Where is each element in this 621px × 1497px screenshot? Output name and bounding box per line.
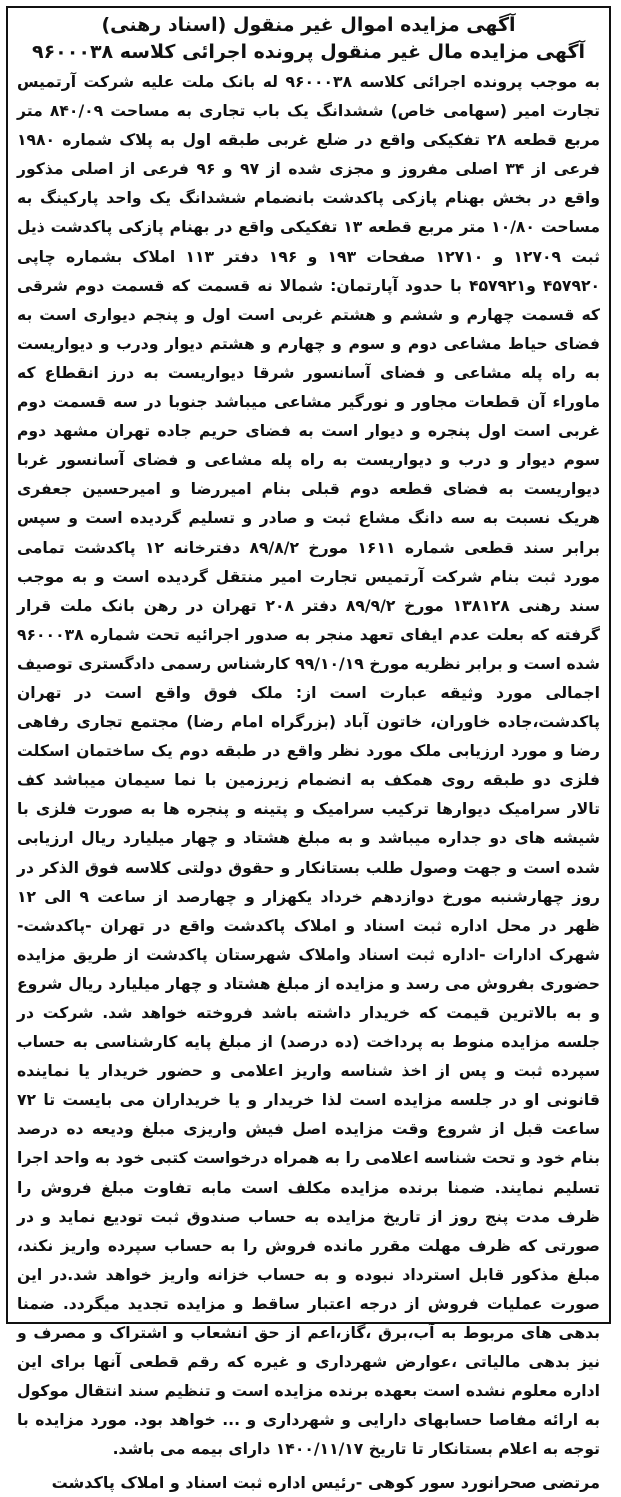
notice-signature: مرتضی صحرانورد سور کوهی -رئیس اداره ثبت اسناد و املاک پاکدشت — [51, 1472, 600, 1492]
auction-notice — [6, 6, 611, 1492]
notice-body: به موجب پرونده اجرائی کلاسه ۹۶۰۰۰۳۸ له بانک ملت علیه شرکت آرتمیس تجارت امیر (سهامی خاص) ششدانگ یک باب تجاری به مساحت ۸۴۰/۰۹ متر مربع قطعه ۲۸ تفکیکی واقع در ضلع غربی طبقه اول به پلاک شماره ۱۹۸۰ فرعی از ۳۴ اصلی مفروز و مجزی شده از ۹۷ و ۹۶ فرعی از اصلی مذکور واقع در بخش بهنام پازکی پاکدشت بانضمام ششدانگ یک واحد پارکینگ به مساحت ۱۰/۸۰ متر مربع قطعه ۱۳ تفکیکی واقع در بهنام پازکی پاکدشت ذیل ثبت ۱۲۷۰۹ و ۱۲۷۱۰ صفحات ۱۹۳ و ۱۹۶ دفتر ۱۱۳ املاک بشماره چاپی ۴۵۷۹۲۰ و۴۵۷۹۲۱ با حدود آپارتمان: شمالا نه قسمت که قسمت دوم شرقی که قسمت چهارم و ششم و هشتم غربی است اول و پنجم دیواری است به فضای حیاط مشاعی دوم و سوم و چهارم و هشتم دیوار ودرب و دیواریست به راه پله مشاعی و فضای آسانسور شرقا دیواریست به درز انقطاع که ماوراء آن قطعات مجاور و نورگیر مشاعی میباشد جنوبا در سه قسمت دوم غربی است اول پنجره و دیوار است به فضای حریم جاده تهران مشهد دوم سوم دیوار و درب و دیواریست به راه پله مشاعی و فضای آسانسور غربا دیواریست به فضای قطعه دوم قبلی بنام امیررضا و امیرحسین جعفری هریک نسبت به سه دانگ مشاع ثبت و صادر و تسلیم گردیده است و سپس برابر سند قطعی شماره ۱۶۱۱ مورخ ۸۹/۸/۲ دفترخانه ۱۲ پاکدشت تمامی مورد ثبت بنام شرکت آرتمیس تجارت امیر منتقل گردیده است و به موجب سند رهنی ۱۳۸۱۲۸ مورخ ۸۹/۹/۲ دفتر ۲۰۸ تهران در رهن بانک ملت قرار گرفته که بعلت عدم ایفای تعهد منجر به صدور اجرائیه تحت شماره ۹۶۰۰۰۳۸ شده است و برابر نظریه مورخ ۹۹/۱۰/۱۹ کارشناس رسمی دادگستری توصیف اجمالی مورد وثیقه عبارت است از: ملک فوق واقع است در تهران پاکدشت،جاده خاوران، خاتون آباد (بزرگراه امام رضا) مجتمع تجاری رفاهی رضا و مورد ارزیابی ملک مورد نظر واقع در طبقه دوم یک ساختمان اسکلت فلزی دو طبقه روی همکف به انضمام زیرزمین با نما سیمان میباشد کف تالار سرامیک دیوارها ترکیب سرامیک و پتینه و پنجره ها به صورت فلزی با شیشه های دو جداره میباشد و به مبلغ هشتاد و چهار میلیارد ریال ارزیابی شده است و جهت وصول طلب بستانکار و حقوق دولتی کلاسه فوق الذکر در روز چهارشنبه مورخ دوازدهم خرداد یکهزار و چهارصد از ساعت ۹ الی ۱۲ ظهر در محل اداره ثبت اسناد و املاک پاکدشت واقع در تهران -پاکدشت-شهرک ادارات -اداره ثبت اسناد واملاک شهرستان پاکدشت از طریق مزایده حضوری بفروش می رسد و مزایده از مبلغ هشتاد و چهار میلیارد ریال شروع و به بالاترین قیمت که خریدار داشته باشد فروخته خواهد شد. شرکت در جلسه مزایده منوط به پرداخت (ده درصد) از مبلغ پایه کارشناسی به حساب سپرده ثبت و پس از اخذ شناسه واریز اعلامی و حضور خریدار یا نماینده قانونی او در جلسه مزایده است لذا خریدار و یا خریداران می بایست تا ۷۲ ساعت قبل از شروع وقت مزایده اصل فیش واریزی مبلغ ودیعه ده درصد بنام خود و تحت شناسه اعلامی را به همراه درخواست کتبی خود به واحد اجرا تسلیم نمایند. ضمنا برنده مزایده مکلف است مابه تفاوت مبلغ فروش را ظرف مدت پنج روز از تاریخ مزایده به حساب صندوق ثبت تودیع نماید و در صورتی که ظرف مهلت مقرر مانده فروش را به حساب سپرده واریز نکند، مبلغ مذکور قابل استرداد نبوده و به حساب خزانه واریز خواهد شد.در این صورت عملیات فروش از درجه اعتبار ساقط و مزایده تجدید میگردد. ضمنا بدهی های مربوط به آب،برق ،گاز،اعم از حق انشعاب و اشتراک و مصرف و نیز بدهی مالیاتی ،عوارض شهرداری و غیره که رقم قطعی آنها برای این اداره معلوم نشده است بعهده برنده مزایده است و تنظیم سند انتقال موکول به ارائه مفاصا حسابهای دارایی و شهرداری و ... خواهد بود. مورد مزایده با توجه به اعلام بستانکار تا تاریخ ۱۴۰۰/۱۱/۱۷ دارای بیمه می باشد. — [17, 73, 601, 1459]
notice-title: آگهی مزایده اموال غیر منقول (اسناد رهنی) — [101, 14, 516, 36]
notice-subtitle: آگهی مزایده مال غیر منقول پرونده اجرائی کلاسه ۹۶۰۰۰۳۸ — [31, 41, 586, 63]
